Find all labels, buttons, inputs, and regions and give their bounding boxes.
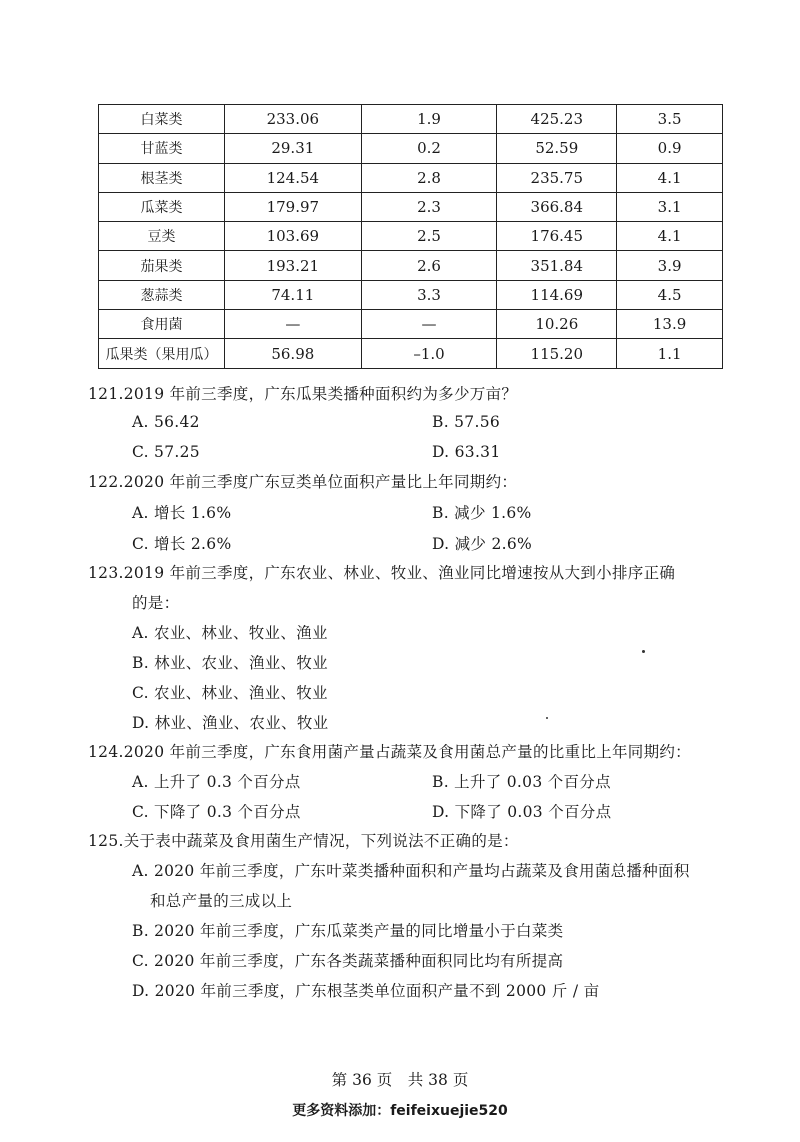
vegetable-production-table bbox=[98, 104, 723, 369]
value-cell: 1.9 bbox=[361, 105, 497, 134]
q125-option-b[interactable]: B. 2020 年前三季度，广东瓜菜类产量的同比增量小于白菜类 bbox=[132, 922, 564, 940]
value-cell: 179.97 bbox=[224, 192, 361, 221]
category-cell: 根茎类 bbox=[99, 163, 225, 192]
q125-option-a-line2[interactable]: 和总产量的三成以上 bbox=[150, 892, 293, 910]
page-number: 第 36 页 共 38 页 bbox=[331, 1071, 469, 1089]
value-cell: 13.9 bbox=[617, 310, 723, 339]
q122-option-a[interactable]: A. 增长 1.6% bbox=[132, 504, 232, 522]
value-cell: 3.5 bbox=[617, 105, 723, 134]
q123-option-d[interactable]: D. 林业、渔业、农业、牧业 bbox=[132, 714, 329, 732]
value-cell: 2.5 bbox=[361, 222, 497, 251]
q123-stem-line1: 123.2019 年前三季度，广东农业、林业、牧业、渔业同比增速按从大到小排序正确 bbox=[88, 564, 676, 582]
category-cell: 甘蓝类 bbox=[99, 134, 225, 163]
value-cell: 0.9 bbox=[617, 134, 723, 163]
q124-option-a[interactable]: A. 上升了 0.3 个百分点 bbox=[132, 773, 301, 791]
value-cell: 10.26 bbox=[497, 310, 617, 339]
table-row bbox=[99, 192, 723, 221]
q122-option-c[interactable]: C. 增长 2.6% bbox=[132, 535, 232, 553]
value-cell: 2.8 bbox=[361, 163, 497, 192]
value-cell: 56.98 bbox=[224, 339, 361, 368]
table-row bbox=[99, 163, 723, 192]
value-cell: 3.1 bbox=[617, 192, 723, 221]
q124-option-d[interactable]: D. 下降了 0.03 个百分点 bbox=[432, 803, 612, 821]
value-cell: 425.23 bbox=[497, 105, 617, 134]
value-cell: 1.1 bbox=[617, 339, 723, 368]
table-row bbox=[99, 134, 723, 163]
scan-speck bbox=[546, 717, 548, 719]
q123-option-b[interactable]: B. 林业、农业、渔业、牧业 bbox=[132, 654, 328, 672]
q124-stem: 124.2020 年前三季度，广东食用菌产量占蔬菜及食用菌总产量的比重比上年同期约： bbox=[88, 743, 691, 761]
value-cell: 124.54 bbox=[224, 163, 361, 192]
q122-stem: 122.2020 年前三季度广东豆类单位面积产量比上年同期约： bbox=[88, 473, 518, 491]
q122-option-b[interactable]: B. 减少 1.6% bbox=[432, 504, 532, 522]
category-cell: 豆类 bbox=[99, 222, 225, 251]
scan-speck bbox=[642, 650, 645, 653]
value-cell: –1.0 bbox=[361, 339, 497, 368]
table-body bbox=[99, 105, 723, 369]
value-cell: 29.31 bbox=[224, 134, 361, 163]
q124-option-c[interactable]: C. 下降了 0.3 个百分点 bbox=[132, 803, 301, 821]
table-row bbox=[99, 251, 723, 280]
q121-stem: 121.2019 年前三季度，广东瓜果类播种面积约为多少万亩？ bbox=[88, 385, 518, 403]
category-cell: 茄果类 bbox=[99, 251, 225, 280]
value-cell: 3.9 bbox=[617, 251, 723, 280]
value-cell: 0.2 bbox=[361, 134, 497, 163]
value-cell: 3.3 bbox=[361, 280, 497, 309]
value-cell: 176.45 bbox=[497, 222, 617, 251]
value-cell: 2.6 bbox=[361, 251, 497, 280]
value-cell: 351.84 bbox=[497, 251, 617, 280]
value-cell: 4.1 bbox=[617, 163, 723, 192]
table-row bbox=[99, 339, 723, 368]
q123-stem-line2: 的是： bbox=[132, 594, 180, 612]
table-row bbox=[99, 280, 723, 309]
category-cell: 葱蒜类 bbox=[99, 280, 225, 309]
category-cell: 瓜菜类 bbox=[99, 192, 225, 221]
q121-option-d[interactable]: D. 63.31 bbox=[432, 443, 501, 461]
q124-option-b[interactable]: B. 上升了 0.03 个百分点 bbox=[432, 773, 611, 791]
table-row bbox=[99, 222, 723, 251]
q121-option-b[interactable]: B. 57.56 bbox=[432, 413, 501, 431]
q122-option-d[interactable]: D. 减少 2.6% bbox=[432, 535, 533, 553]
value-cell: 115.20 bbox=[497, 339, 617, 368]
value-cell: 4.1 bbox=[617, 222, 723, 251]
category-cell: 白菜类 bbox=[99, 105, 225, 134]
table-row bbox=[99, 105, 723, 134]
q125-option-d[interactable]: D. 2020 年前三季度，广东根茎类单位面积产量不到 2000 斤 / 亩 bbox=[132, 982, 600, 1000]
value-cell: 74.11 bbox=[224, 280, 361, 309]
value-cell: — bbox=[224, 310, 361, 339]
q123-option-c[interactable]: C. 农业、林业、渔业、牧业 bbox=[132, 684, 328, 702]
q125-option-a-line1[interactable]: A. 2020 年前三季度，广东叶菜类播种面积和产量均占蔬菜及食用菌总播种面积 bbox=[132, 862, 690, 880]
q121-option-a[interactable]: A. 56.42 bbox=[132, 413, 200, 431]
footer-contact: 更多资料添加：feifeixuejie520 bbox=[292, 1103, 508, 1119]
value-cell: 233.06 bbox=[224, 105, 361, 134]
q121-option-c[interactable]: C. 57.25 bbox=[132, 443, 200, 461]
value-cell: 103.69 bbox=[224, 222, 361, 251]
category-cell: 食用菌 bbox=[99, 310, 225, 339]
table-row bbox=[99, 310, 723, 339]
value-cell: 235.75 bbox=[497, 163, 617, 192]
value-cell: 2.3 bbox=[361, 192, 497, 221]
value-cell: 4.5 bbox=[617, 280, 723, 309]
q123-option-a[interactable]: A. 农业、林业、牧业、渔业 bbox=[132, 624, 328, 642]
value-cell: 193.21 bbox=[224, 251, 361, 280]
q125-stem: 125.关于表中蔬菜及食用菌生产情况，下列说法不正确的是： bbox=[88, 832, 519, 850]
q125-option-c[interactable]: C. 2020 年前三季度，广东各类蔬菜播种面积同比均有所提高 bbox=[132, 952, 564, 970]
value-cell: 52.59 bbox=[497, 134, 617, 163]
value-cell: — bbox=[361, 310, 497, 339]
value-cell: 114.69 bbox=[497, 280, 617, 309]
value-cell: 366.84 bbox=[497, 192, 617, 221]
category-cell: 瓜果类（果用瓜） bbox=[99, 339, 225, 368]
